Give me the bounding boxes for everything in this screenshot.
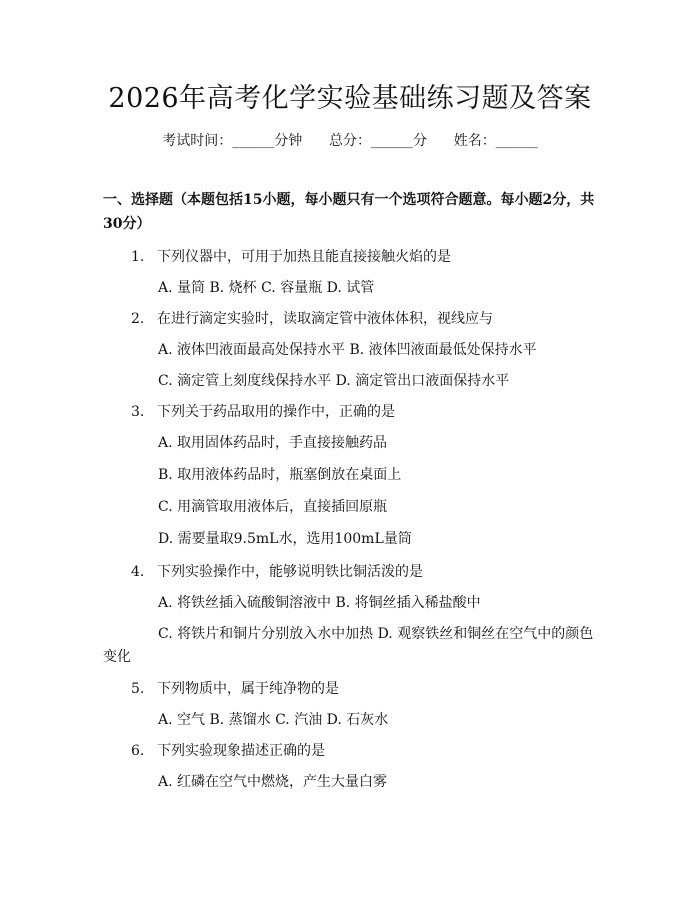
question-text: 下列实验现象描述正确的是 xyxy=(157,743,325,759)
section-heading-choice: 一、选择题（本题包括15小题，每小题只有一个选项符合题意。每小题2分，共30分） xyxy=(103,192,595,232)
question-options: C. 将铁片和铜片分别放入水中加热 D. 观察铁丝和铜丝在空气中的颜色 xyxy=(158,626,594,642)
question-number: 3. xyxy=(131,404,145,420)
question-number: 6. xyxy=(131,743,145,759)
question-text: 在进行滴定实验时，读取滴定管中液体体积，视线应与 xyxy=(157,311,493,327)
question-options: A. 将铁丝插入硫酸铜溶液中 B. 将铜丝插入稀盐酸中 xyxy=(158,595,481,611)
question-number: 1. xyxy=(131,249,145,265)
question-text: 下列实验操作中，能够说明铁比铜活泼的是 xyxy=(157,564,423,580)
question-number: 2. xyxy=(131,311,145,327)
question-number: 5. xyxy=(131,681,145,697)
page-title: 2026年高考化学实验基础练习题及答案 xyxy=(108,83,592,114)
exam-info-line: 考试时间：______分钟 总分：______分 姓名：______ xyxy=(162,133,538,149)
question-text: 下列物质中，属于纯净物的是 xyxy=(157,681,339,697)
question-option: A. 红磷在空气中燃烧，产生大量白雾 xyxy=(158,774,388,790)
question-number: 4. xyxy=(131,564,145,580)
question-options: A. 液体凹液面最高处保持水平 B. 液体凹液面最低处保持水平 xyxy=(158,342,537,358)
question-options: C. 滴定管上刻度线保持水平 D. 滴定管出口液面保持水平 xyxy=(158,373,510,389)
question-option: B. 取用液体药品时，瓶塞倒放在桌面上 xyxy=(158,467,402,483)
question-options: A. 空气 B. 蒸馏水 C. 汽油 D. 石灰水 xyxy=(158,712,389,728)
question-text: 下列仪器中，可用于加热且能直接接触火焰的是 xyxy=(157,249,451,265)
question-text: 下列关于药品取用的操作中，正确的是 xyxy=(157,404,395,420)
question-options: A. 量筒 B. 烧杯 C. 容量瓶 D. 试管 xyxy=(158,280,375,296)
question-option: A. 取用固体药品时，手直接接触药品 xyxy=(158,435,388,451)
question-options-continuation: 变化 xyxy=(103,649,131,665)
question-option: D. 需要量取9.5mL水，选用100mL量筒 xyxy=(158,531,412,547)
question-option: C. 用滴管取用液体后，直接插回原瓶 xyxy=(158,499,388,515)
